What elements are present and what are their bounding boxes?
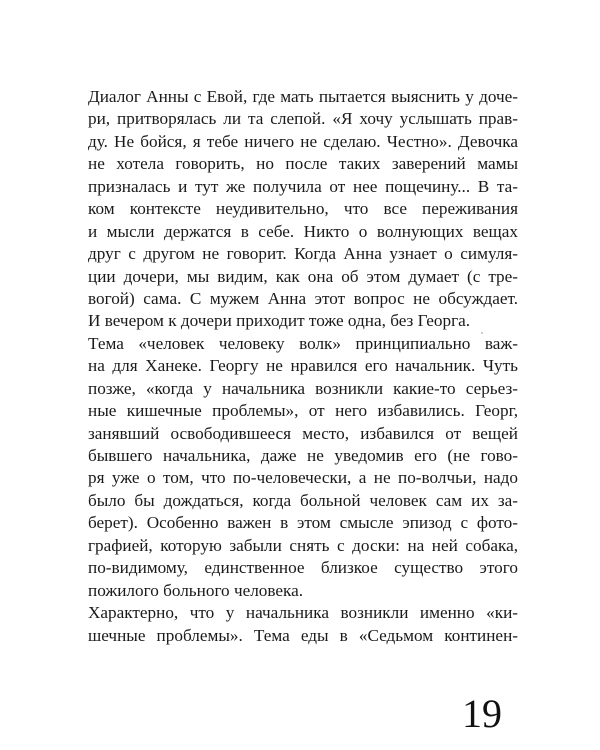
text-line: И вечером к дочери приходит тоже одна, без Георга.: [88, 311, 471, 331]
text-line: занявший освободившееся место, избавился от вещей: [88, 423, 518, 443]
text-line: по-видимому, единственное близкое существо этого: [88, 558, 518, 578]
text-line: ные кишечные проблемы», от него избавились. Георг,: [88, 401, 518, 421]
text-line: друг с другом не говорит. Когда Анна узнает о симуля-: [88, 244, 518, 264]
body-text: [88, 86, 518, 647]
text-line: ции дочери, мы видим, как она об этом думает (с тре-: [88, 266, 518, 286]
text-line: бывшего начальника, даже не уведомив его (не гово-: [88, 446, 518, 465]
text-line: берет). Особенно важен в этом смысле эпизод с фото-: [88, 513, 518, 533]
scan-speck: [481, 332, 483, 334]
text-line: не хотела говорить, но после таких заверений мамы: [88, 154, 518, 174]
text-line: и мысли держатся в себе. Никто о волнующих вещах: [88, 221, 518, 241]
text-line: Тема «человек человеку волк» принципиально важ-: [88, 333, 518, 353]
text-line: ря уже о том, что по-человечески, а не по-волчьи, надо: [88, 468, 518, 488]
page-number: 19: [462, 691, 502, 736]
text-line: ри, притворялась ли та слепой. «Я хочу услышать прав-: [88, 109, 518, 129]
text-line: ком контексте неудивительно, что все переживания: [88, 199, 518, 219]
text-line: на для Ханеке. Георгу не нравился его начальник. Чуть: [88, 356, 518, 376]
text-line: Характерно, что у начальника возникли именно «ки-: [88, 603, 518, 623]
text-line: было бы дождаться, когда больной человек сам их за-: [88, 490, 518, 510]
text-line: пожилого больного человека.: [88, 580, 304, 600]
text-line: вогой) сама. С мужем Анна этот вопрос не обсуждает.: [88, 288, 518, 308]
text-line: позже, «когда у начальника возникли какие-то серьез-: [88, 378, 518, 398]
text-line: Диалог Анны с Евой, где мать пытается выяснить у доче-: [88, 87, 518, 106]
text-line: шечные проблемы». Тема еды в «Седьмом континен-: [88, 625, 518, 645]
text-line: призналась и тут же получила от нее пощечину... В та-: [88, 176, 518, 196]
text-line: ду. Не бойся, я тебе ничего не сделаю. Честно». Девочка: [88, 131, 518, 151]
text-line: графией, которую забыли снять с доски: на ней собака,: [88, 535, 518, 555]
